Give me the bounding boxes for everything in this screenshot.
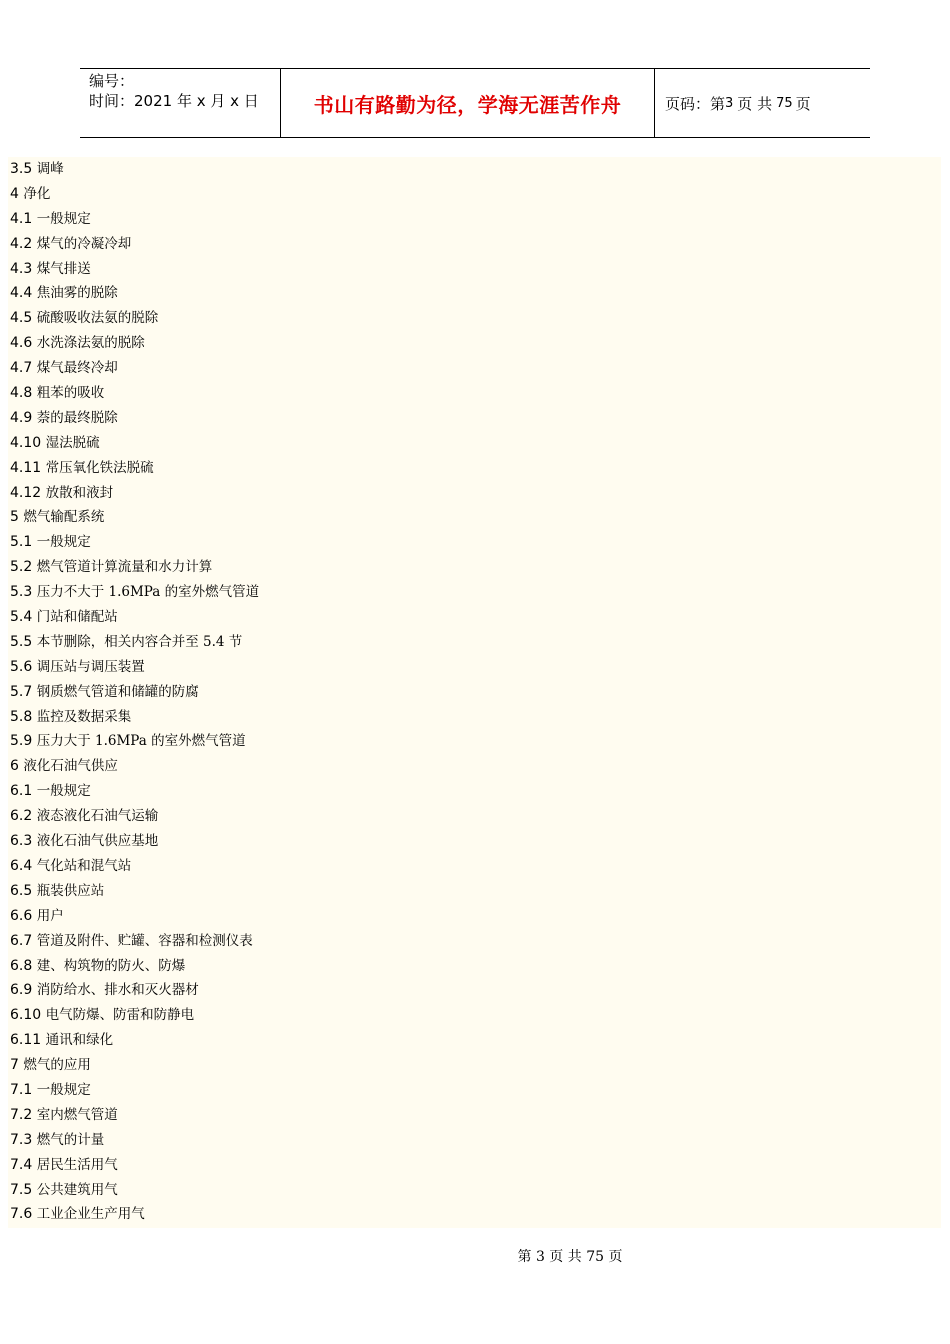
toc-item-title: 监控及数据采集 xyxy=(36,708,132,725)
toc-item xyxy=(8,580,941,605)
toc-item-number: 5.9 xyxy=(10,733,33,750)
toc-item-title: 燃气的计量 xyxy=(36,1131,105,1148)
toc-item-title: 压力不大于 1.6MPa 的室外燃气管道 xyxy=(36,584,260,601)
toc-item xyxy=(8,605,941,630)
page-total: 75 xyxy=(776,95,793,111)
toc-item xyxy=(8,257,941,282)
toc-item-number: 6.7 xyxy=(10,932,33,949)
page-footer: 第 3 页 共 75 页 xyxy=(517,1249,623,1265)
toc-item-number: 6.3 xyxy=(10,833,33,850)
toc-item xyxy=(8,1078,941,1103)
toc-item-title: 钢质燃气管道和储罐的防腐 xyxy=(36,683,199,700)
toc-item-number: 4.10 xyxy=(10,434,42,451)
document-time: 时间：2021 年 x 月 x 日 xyxy=(89,92,259,110)
toc-item-number: 5.7 xyxy=(10,683,33,700)
toc-item xyxy=(8,1053,941,1078)
toc-item xyxy=(8,505,941,530)
toc-item-title: 燃气输配系统 xyxy=(23,509,105,526)
toc-item xyxy=(8,978,941,1003)
toc-item-number: 7.2 xyxy=(10,1106,33,1123)
toc-item xyxy=(8,779,941,804)
toc-item-title: 液化石油气供应 xyxy=(23,758,118,775)
toc-item-number: 4.9 xyxy=(10,409,33,426)
toc-item xyxy=(8,854,941,879)
toc-item-title: 煤气排送 xyxy=(36,260,91,277)
toc-item-title: 一般规定 xyxy=(36,534,91,551)
toc-item xyxy=(8,555,941,580)
toc-item-number: 4.2 xyxy=(10,235,33,252)
header-page-indicator xyxy=(655,69,870,137)
toc-item-title: 萘的最终脱除 xyxy=(36,409,118,426)
toc-item-number: 3.5 xyxy=(10,161,33,177)
toc-item-number: 7.5 xyxy=(10,1181,33,1198)
toc-item xyxy=(8,1202,941,1227)
toc-item xyxy=(8,1178,941,1203)
toc-item-number: 6.2 xyxy=(10,808,33,825)
toc-item-title: 一般规定 xyxy=(36,783,91,800)
document-number-label: 编号： xyxy=(89,72,135,90)
toc-item xyxy=(8,456,941,481)
toc-item-number: 4.4 xyxy=(10,285,33,302)
page-mid: 页 共 xyxy=(737,94,773,113)
toc-item-number: 6.8 xyxy=(10,957,33,974)
toc-item-title: 瓶装供应站 xyxy=(36,882,105,899)
toc-item-title: 门站和储配站 xyxy=(36,609,118,626)
toc-item-number: 7.3 xyxy=(10,1131,33,1148)
toc-item-title: 一般规定 xyxy=(36,1081,91,1098)
toc-item xyxy=(8,729,941,754)
toc-item xyxy=(8,655,941,680)
toc-item xyxy=(8,1153,941,1178)
toc-item xyxy=(8,381,941,406)
toc-item-title: 净化 xyxy=(23,185,51,202)
toc-item xyxy=(8,1028,941,1053)
toc-item-number: 4.11 xyxy=(10,459,42,476)
toc-item-title: 水洗涤法氨的脱除 xyxy=(36,335,145,352)
toc-item xyxy=(8,954,941,979)
toc-item-number: 4.1 xyxy=(10,210,33,227)
toc-item xyxy=(8,182,941,207)
toc-item xyxy=(8,281,941,306)
toc-item-title: 煤气最终冷却 xyxy=(36,360,118,377)
toc-item-title: 管道及附件、贮罐、容器和检测仪表 xyxy=(36,932,253,949)
toc-item-title: 放散和液封 xyxy=(45,484,114,501)
toc-item-number: 5.1 xyxy=(10,534,33,551)
toc-item-title: 调压站与调压装置 xyxy=(36,658,145,675)
toc-item-title: 消防给水、排水和灭火器材 xyxy=(36,982,199,999)
header-meta xyxy=(80,69,281,137)
toc-item-title: 调峰 xyxy=(36,161,64,177)
toc-item-title: 室内燃气管道 xyxy=(36,1106,118,1123)
toc-item-number: 6.6 xyxy=(10,907,33,924)
toc-item-number: 5.4 xyxy=(10,609,33,626)
toc-item xyxy=(8,481,941,506)
page-suffix: 页 xyxy=(795,94,811,113)
toc-item xyxy=(8,904,941,929)
toc-item xyxy=(8,207,941,232)
toc-item xyxy=(8,406,941,431)
toc-item-number: 5.5 xyxy=(10,633,33,650)
toc-item xyxy=(8,530,941,555)
toc-item-number: 7.4 xyxy=(10,1156,33,1173)
toc-item-title: 燃气管道计算流量和水力计算 xyxy=(36,559,213,576)
toc-item-title: 液态液化石油气运输 xyxy=(36,808,159,825)
toc-item-title: 粗苯的吸收 xyxy=(36,385,105,402)
toc-item-title: 常压氧化铁法脱硫 xyxy=(45,459,154,476)
page-current: 3 xyxy=(725,95,734,111)
toc-item xyxy=(8,1103,941,1128)
toc-item-number: 4.8 xyxy=(10,385,33,402)
toc-item xyxy=(8,754,941,779)
toc-item xyxy=(8,680,941,705)
toc-item xyxy=(8,356,941,381)
toc-item-number: 6.4 xyxy=(10,857,33,874)
page-prefix: 页码：第 xyxy=(665,94,726,113)
toc-item-number: 4.12 xyxy=(10,484,42,501)
toc-item-number: 4.3 xyxy=(10,260,33,277)
toc-item-number: 7.1 xyxy=(10,1081,33,1098)
toc-list xyxy=(8,157,941,1227)
toc-item-number: 6.5 xyxy=(10,882,33,899)
toc-item-title: 居民生活用气 xyxy=(36,1156,118,1173)
toc-item-number: 7 xyxy=(10,1057,19,1074)
toc-item xyxy=(8,306,941,331)
toc-item-title: 湿法脱硫 xyxy=(45,434,100,451)
toc-item-number: 7.6 xyxy=(10,1206,33,1223)
toc-item-title: 电气防爆、防雷和防静电 xyxy=(45,1007,195,1024)
toc-item xyxy=(8,157,941,182)
toc-item-number: 4 xyxy=(10,185,19,202)
toc-item xyxy=(8,1128,941,1153)
toc-item xyxy=(8,1003,941,1028)
toc-item-number: 5 xyxy=(10,509,19,526)
toc-item-number: 6.1 xyxy=(10,783,33,800)
toc-item xyxy=(8,804,941,829)
toc-item-number: 6.9 xyxy=(10,982,33,999)
toc-item-number: 6.11 xyxy=(10,1032,42,1049)
page-header xyxy=(80,68,870,138)
toc-item xyxy=(8,431,941,456)
toc-item-title: 焦油雾的脱除 xyxy=(36,285,118,302)
toc-item-title: 压力大于 1.6MPa 的室外燃气管道 xyxy=(36,733,246,750)
toc-item-number: 4.6 xyxy=(10,335,33,352)
toc-item-title: 公共建筑用气 xyxy=(36,1181,118,1198)
toc-item xyxy=(8,630,941,655)
toc-item xyxy=(8,232,941,257)
header-motto: 书山有路勤为径，学海无涯苦作舟 xyxy=(281,69,655,137)
toc-item-number: 6 xyxy=(10,758,19,775)
toc-item-title: 工业企业生产用气 xyxy=(36,1206,145,1223)
toc-item xyxy=(8,929,941,954)
toc-item xyxy=(8,879,941,904)
toc-item-number: 6.10 xyxy=(10,1007,42,1024)
toc-item xyxy=(8,331,941,356)
toc-item-title: 煤气的冷凝冷却 xyxy=(36,235,132,252)
toc-content xyxy=(8,157,941,1228)
toc-item xyxy=(8,829,941,854)
toc-item-title: 液化石油气供应基地 xyxy=(36,833,159,850)
toc-item-title: 用户 xyxy=(36,907,64,924)
toc-item-title: 硫酸吸收法氨的脱除 xyxy=(36,310,159,327)
toc-item-title: 气化站和混气站 xyxy=(36,857,132,874)
toc-item-number: 5.2 xyxy=(10,559,33,576)
toc-item-number: 5.8 xyxy=(10,708,33,725)
toc-item-number: 5.3 xyxy=(10,584,33,601)
toc-item-title: 建、构筑物的防火、防爆 xyxy=(36,957,186,974)
toc-item-number: 4.7 xyxy=(10,360,33,377)
toc-item-number: 5.6 xyxy=(10,658,33,675)
toc-item-title: 通讯和绿化 xyxy=(45,1032,114,1049)
toc-item xyxy=(8,705,941,730)
toc-item-title: 一般规定 xyxy=(36,210,91,227)
toc-item-title: 燃气的应用 xyxy=(23,1057,91,1074)
toc-item-title: 本节删除，相关内容合并至 5.4 节 xyxy=(36,633,243,650)
toc-item-number: 4.5 xyxy=(10,310,33,327)
